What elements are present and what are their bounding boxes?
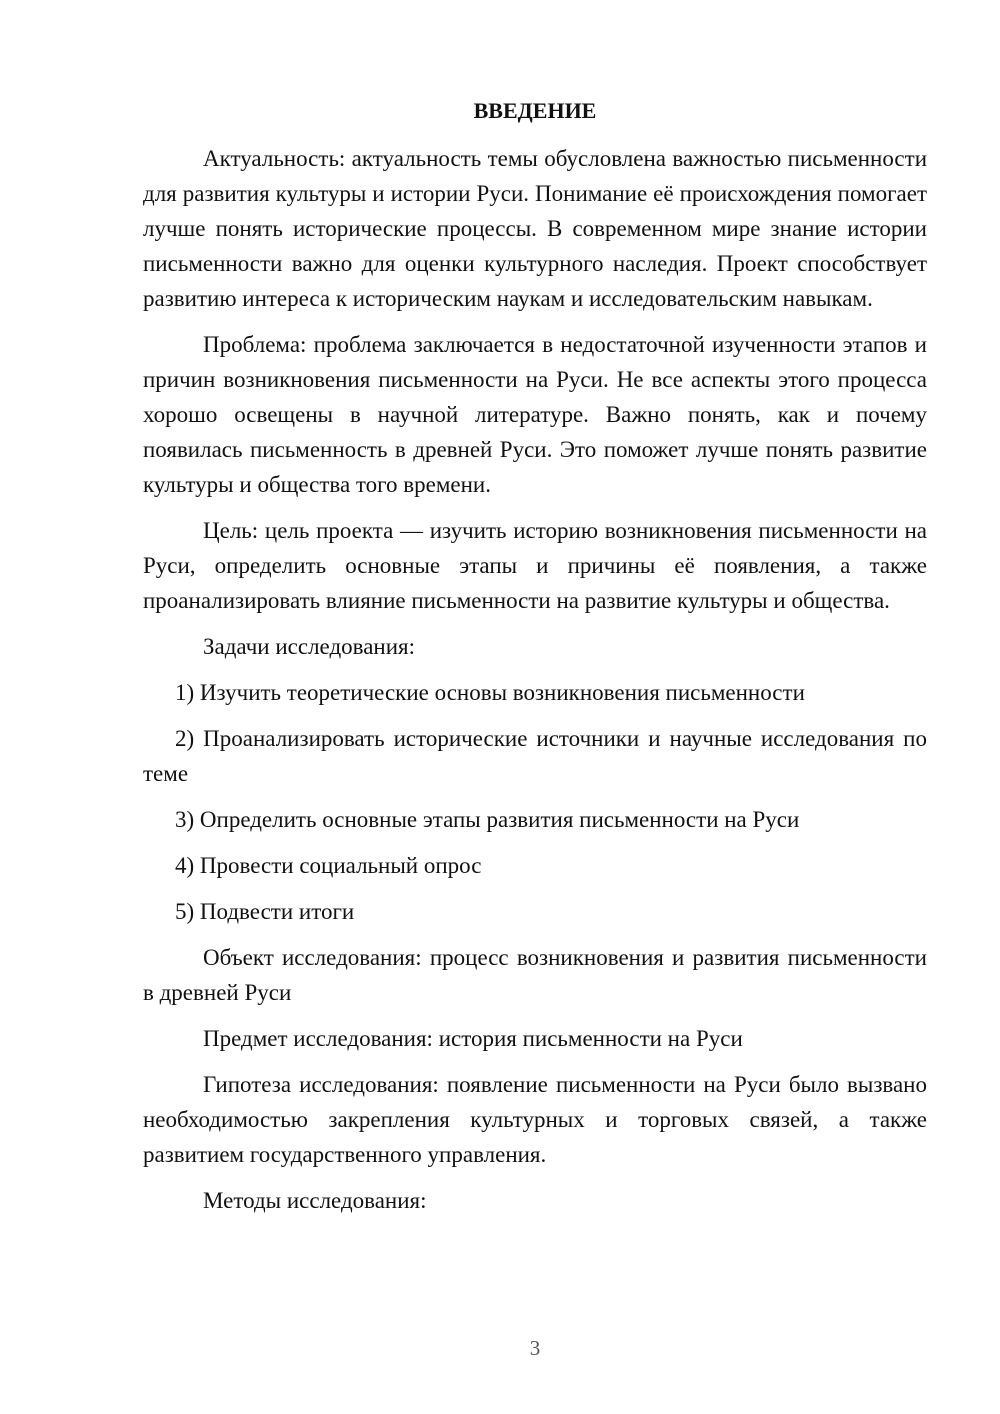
paragraph-subject: Предмет исследования: история письменности на Руси: [203, 1026, 743, 1051]
paragraph-relevance: Актуальность: актуальность темы обусловлена важностью письменности для развития культуры и истории Руси. Понимание её происхождения помогает лучше понять исторические процессы. В современном мире знание истории письменности важно для оценки культурного наследия. Проект способствует развитию интереса к историческим наукам и исследовательским навыкам.: [143, 146, 927, 311]
paragraph-tasks-heading: Задачи исследования:: [203, 634, 416, 659]
page-title: ВВЕДЕНИЕ: [473, 98, 597, 123]
paragraph-methods: Методы исследования:: [203, 1188, 427, 1213]
page-number: 3: [529, 1336, 541, 1360]
paragraph-goal: Цель: цель проекта — изучить историю возникновения письменности на Руси, определить основные этапы и причины её появления, а также проанализировать влияние письменности на развитие культуры и общества.: [143, 518, 927, 613]
task-item-4: 4) Провести социальный опрос: [175, 853, 482, 878]
paragraph-object: Объект исследования: процесс возникновения и развития письменности в древней Руси: [143, 945, 927, 1005]
paragraph-problem: Проблема: проблема заключается в недостаточной изученности этапов и причин возникновения письменности на Руси. Не все аспекты этого процесса хорошо освещены в научной литературе. Важно понять, как и почему появилась письменность в древней Руси. Это поможет лучше понять развитие культуры и общества того времени.: [143, 332, 927, 497]
task-item-1: 1) Изучить теоретические основы возникновения письменности: [175, 680, 805, 705]
task-item-3: 3) Определить основные этапы развития письменности на Руси: [175, 807, 800, 832]
paragraph-hypothesis: Гипотеза исследования: появление письменности на Руси было вызвано необходимостью закрепления культурных и торговых связей, а также развитием государственного управления.: [143, 1072, 927, 1167]
task-item-5: 5) Подвести итоги: [175, 899, 355, 924]
document-body: [143, 97, 927, 1229]
task-item-2: 2) Проанализировать исторические источники и научные исследования по теме: [143, 726, 927, 786]
